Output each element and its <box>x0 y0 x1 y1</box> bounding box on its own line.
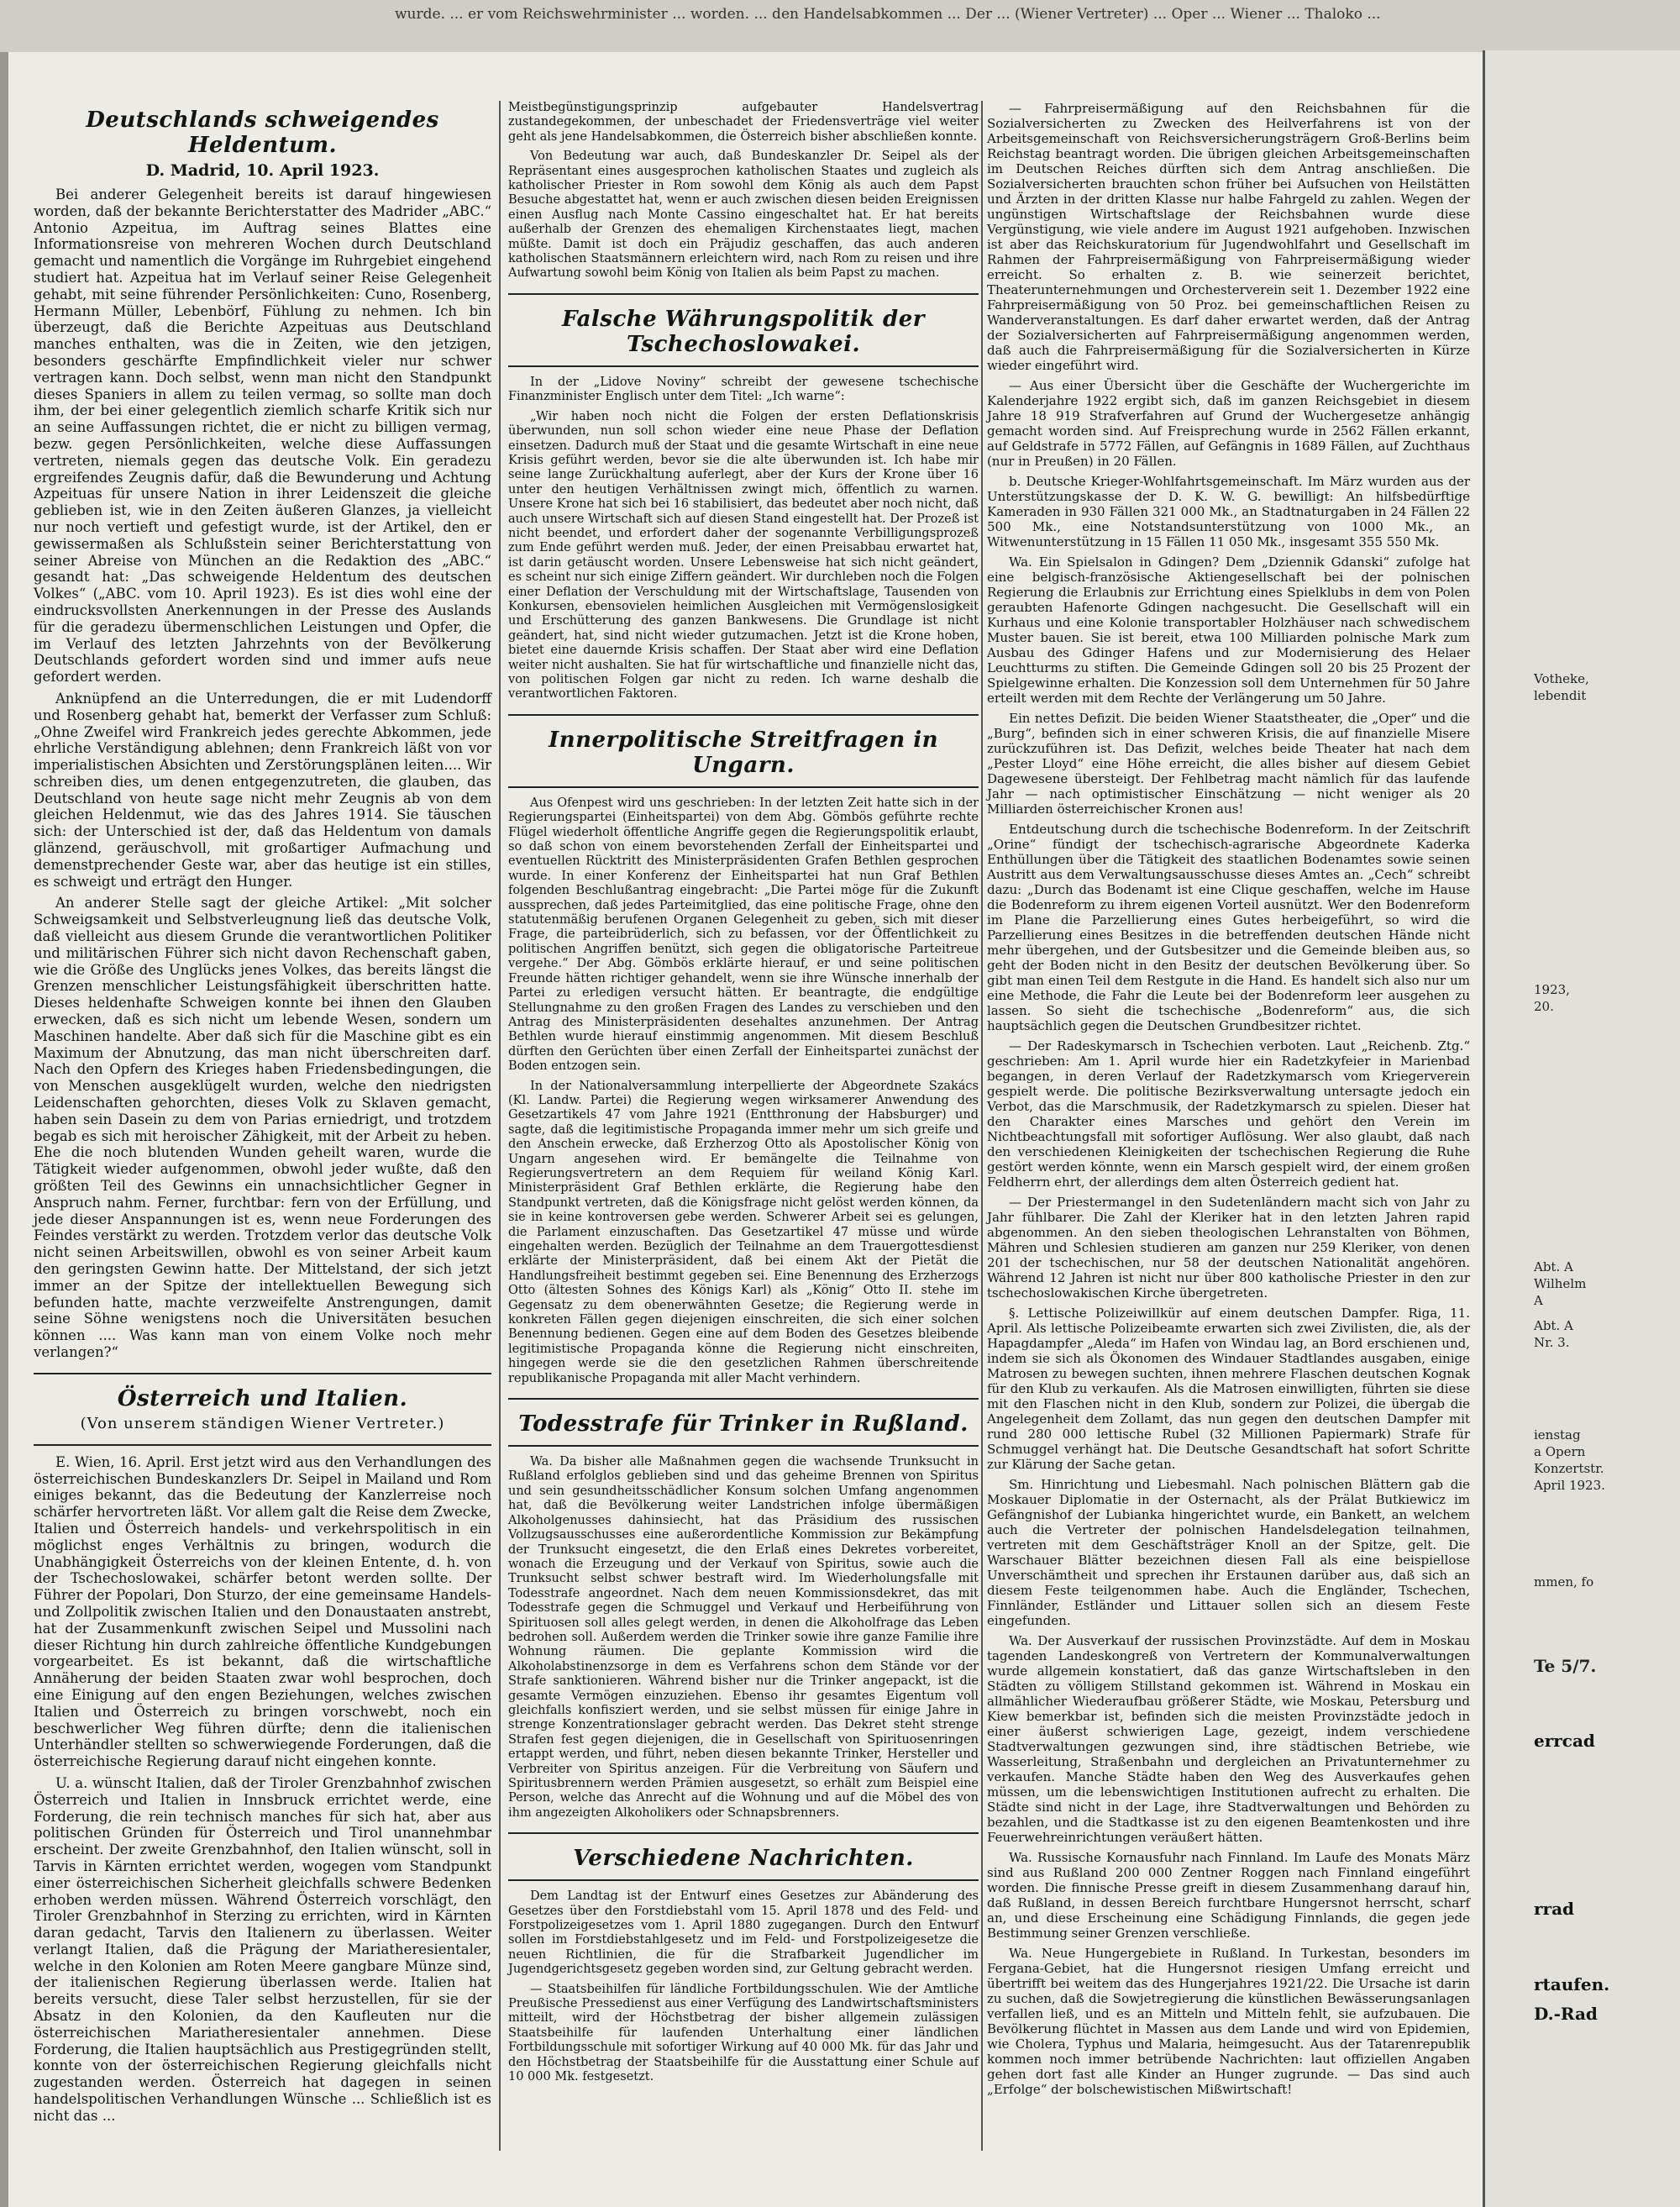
margin-fragment: Wilhelm <box>1534 1276 1587 1291</box>
article-paragraph: E. Wien, 16. April. Erst jetzt wird aus den Verhandlungen des österreichischen Bundeskanzlers Dr. Seipel in Mailand und Rom einiges bekannt, das die Bedeutung der Kanzlerreise noch schärfer hervortreten läßt. Vor allem galt die Reise dem Zwecke, Italien und Österreich handels- und verkehrspolitisch in ein möglichst enges Verhältnis zu bringen, wodurch die Unabhängigkeit Österreichs von der kleinen Entente, d. h. von der Tschechoslowakei, schärfer betont werden sollte. Der Führer der Popolari, Don Sturzo, der eine gemeinsame Handels- und Zollpolitik zwischen Italien und den Donaustaaten anstrebt, hat der Zusammenkunft zwischen Seipel und Mussolini nach dieser Richtung hin durch zahlreiche öffentliche Kundgebungen vorgearbeitet. Es ist bekannt, daß die wirtschaftliche Annäherung der beiden Staaten zwar wohl besprochen, doch eine Einigung auf den engen Beziehungen, welches zwischen Italien und Österreich zu bringen vorschwebt, noch ein beschwerlicher Weg führen dürfte; denn die italienischen Unterhändler stellten so schwerwiegende Forderungen, daß die österreichische Regierung darauf nicht eingehen konnte. <box>34 1453 491 1770</box>
article-paragraph: Aus Ofenpest wird uns geschrieben: In der letzten Zeit hatte sich in der Regierungspartei (Einheitspartei) von dem Abg. Gömbös geführte rechte Flügel wiederholt öffentliche Angriffe gegen die Regierungspolitik erlaubt, so daß schon von einem bevorstehenden Zerfall der Einheitspartei und eventuellen Rücktritt des Ministerpräsidenten Grafen Bethlen gesprochen wurde. In einer Konferenz der Einheitspartei hat nun Graf Bethlen folgenden Beschlußantrag eingebracht: „Die Partei möge für die Zukunft aussprechen, daß jedes Parteimitglied, das eine politische Frage, ohne den statutenmäßig berufenen Organen Gelegenheit zu geben, sich mit dieser Frage, die parteibrüderlich, sich zu befassen, vor der Öffentlichkeit zu politischen Angriffen benützt, sich gegen die obligatorische Parteitreue vergehe.“ Der Abg. Gömbös erklärte hierauf, er und seine politischen Freunde hätten richtiger gehandelt, wenn sie ihre Wünsche innerhalb der Partei zu erledigen versucht hätten. Er beantragte, die endgültige Stellungnahme zu den großen Fragen des Landes zu verschieben und den Antrag des Ministerpräsidenten desehaltes anzunehmen. Der Antrag Bethlen wurde hierauf einstimmig angenommen. Mit diesem Beschluß dürften den Gerüchten über einen Zerfall der Einheitspartei zunächst der Boden entzogen sein. <box>508 796 979 1074</box>
news-item: Ein nettes Defizit. Die beiden Wiener Staatstheater, die „Oper“ und die „Burg“, befinden sich in einer schweren Krisis, die auf finanzielle Misere zurückzuführen ist. Das Defizit, welches beide Theater hat nach dem „Pester Lloyd“ eine Höhe erreicht, die alles bisher auf diesem Gebiet Dagewesene übersteigt. Der Fehlbetrag macht nämlich für das laufende Jahr — nach optimistischer Einschätzung — nicht weniger als 20 Milliarden österreichischer Kronen aus! <box>987 711 1470 817</box>
margin-fragment: Abt. A <box>1534 1318 1573 1333</box>
margin-ad-heading: D.-Rad <box>1534 2004 1598 2024</box>
article-paragraph: An anderer Stelle sagt der gleiche Artikel: „Mit solcher Schweigsamkeit und Selbstverleugnung ließ das deutsche Volk, daß vielleicht aus diesem Grunde die verantwortlichen Politiker und militärischen Führer sich nicht davon Rechenschaft gaben, wie die Größe des Unglücks jenes Volkes, das bereits längst die Grenzen menschlicher Leistungsfähigkeit überschritten hatte. Dieses heldenhafte Schweigen konnte bei ihnen den Glauben erwecken, daß es sich nicht um lebende Wesen, sondern um Maschinen handelte. Aber daß sich für die Maschine gibt es ein Maximum der Abnutzung, das man nicht überschreiten darf. Nach den Opfern des Krieges haben Friedensbedingungen, die von Menschen ausgeklügelt wurden, welche den niedrigsten Leidenschaften gehorchten, dieses Volk zu Sklaven gemacht, haben sein Dasein zu dem von Parias erniedrigt, und trotzdem begab es sich mit heroischer Zähigkeit, mit der Arbeit zu heben. Ehe die noch blutenden Wunden geheilt waren, wurde die Tätigkeit wieder aufgenommen, obwohl jeder wußte, daß den größten Teil des Gewinns ein unnachsichtlicher Gegner in Anspruch nahm. Ferner, furchtbar: fern von der Erfüllung, und jede dieser Anspannungen ist es, wenn neue Forderungen des Feindes verstärkt zu werden. Trotzdem verlor das deutsche Volk nicht seinen Arbeitswillen, obwohl es von seiner Arbeit kaum den geringsten Gewinn hatte. Der Mittelstand, der sich jetzt immer an der Spitze der intellektuellen Bewegung sich befunden hatte, machte verzweifelte Anstrengungen, damit seine Söhne wenigstens noch die Universitäten besuchen können .... Was kann man von einem Volke noch mehr verlangen?“ <box>34 895 491 1360</box>
margin-fragment: a Opern <box>1534 1444 1586 1459</box>
margin-ad-heading: rrad <box>1534 1899 1575 1919</box>
news-item: — Der Radeskymarsch in Tschechien verboten. Laut „Reichenb. Ztg.“ geschrieben: Am 1. April wurde hier ein Radetzkyfeier in Marienbad begangen, in deren Verlauf der Radetzkymarsch vom Kriegerverein gespielt werde. Die politische Bezirksverwaltung untersagte jedoch ein Verbot, das die Marschmusik, der Radetzkymarsch zu spielen. Dieser hat den Charakter eines Marsches und gehört den Verein im Nichtbeachtungsfall mit sofortiger Auflösung. Wer also glaubt, daß nach den verschiedenen Kleinigkeiten der tschechischen Regierung die Ruhe gestört werden könnte, wenn ein Marsch gespielt wird, der einem großen Feldherrn ehrt, der allerdings dem alten Österreich gedient hat. <box>987 1038 1470 1190</box>
article-paragraph: Von Bedeutung war auch, daß Bundeskanzler Dr. Seipel als der Repräsentant eines ausgesprochen katholischen Staates und zugleich als katholischer Priester in Rom sowohl dem König als auch dem Papst Besuche abgestattet hat, wenn er auch zwischen diesen beiden Ereignissen einen Ausflug nach Monte Cassino eingeschaltet hat. Er hat bereits außerhalb der Grenzen des ehemaligen Kirchenstaates liegt, machen müßte. Damit ist doch ein Präjudiz geschaffen, das auch anderen katholischen Staatsmännern erleichtern wird, nach Rom zu reisen und ihre Aufwartung sowohl beim König von Italien als beim Papst zu machen. <box>508 150 979 281</box>
article-paragraph: U. a. wünscht Italien, daß der Tiroler Grenzbahnhof zwischen Österreich und Italien in Innsbruck errichtet werde, eine Forderung, die rein technisch manches für sich hat, aber aus politischen Gründen für Österreich und Tirol unannehmbar erscheint. Der zweite Grenzbahnhof, den Italien wünscht, soll in Tarvis in Kärnten errichtet werden, wogegen vom Standpunkt einer österreichischen Sicherheit gleichfalls schwere Bedenken erhoben werden müssen. Während Österreich vorschlägt, den Tiroler Grenzbahnhof in Sterzing zu errichten, wird in Kärnten daran gedacht, Tarvis den Italienern zu überlassen. Weiter verlangt Italien, daß die Prägung der Mariatheresientaler, welche in den Kolonien am Roten Meere gangbare Münze sind, der italienischen Regierung überlassen werde. Italien hat bereits versucht, diese Taler selbst herzustellen, für sie der Absatz in den Kolonien, da den Kaufleuten nur die österreichischen Mariatheresientaler annehmen. Diese Forderung, die Italien hauptsächlich aus Prestigegründen stellt, konnte von der österreichischen Regierung gleichfalls nicht zugestanden werden. Österreich hat dagegen in seinen handelspolitischen Verhandlungen Wünsche ... Schließlich ist es nicht das ... <box>34 1774 491 2124</box>
margin-fragment: mmen, fo <box>1534 1574 1594 1590</box>
news-item: Entdeutschung durch die tschechische Bodenreform. In der Zeitschrift „Orine“ fündigt der tschechisch-agrarische Abgeordnete Kaderka Enthüllungen über die Tätigkeit des staatlichen Bodenamtes sowie seinen Austritt aus dem Verwaltungsausschusse dieses Amtes an. „Cech“ schreibt dazu: „Durch das Bodenamt ist eine Clique geschaffen, welche im Hause die Bodenreform zu ihrem eigenen Vorteil ausnützt. Wer den Bodenreform im Plane die Parzellierung eines Gutes herbeigeführt, so wird die Parzellierung eines Besitzes in die betreffenden deutschen Hände nicht mehr übergehen, und der Gutsbesitzer und die Gemeinde bleiben aus, so geht der Boden nicht in den Besitz der deutschen Bevölkerung über. So gibt man einen Teil dem Restgute in die Hand. Es handelt sich also nur um eine Methode, die Fahr die Leute bei der Bodenreform leer ausgehen zu lassen. So sieht die tschechische „Bodenreform“ aus, die sich hauptsächlich gegen die Deutschen Grundbesitzer richtet. <box>987 822 1470 1033</box>
article-paragraph: Dem Landtag ist der Entwurf eines Gesetzes zur Abänderung des Gesetzes über den Forstdiebstahl vom 15. April 1878 und des Feld- und Forstpolizeigesetzes vom 1. April 1880 zugegangen. Durch den Entwurf sollen im Forstdiebstahlgesetz und im Feld- und Forstpolizeigesetze die neuen Richtlinien, die für die Strafbarkeit Jugendlicher im Jugendgerichtsgesetz gegeben worden sind, zur Geltung gebracht werden. <box>508 1889 979 1977</box>
article-paragraph: — Staatsbeihilfen für ländliche Fortbildungsschulen. Wie der Amtliche Preußische Pressedienst aus einer Verfügung des Landwirtschaftsministers mitteilt, wird der Höchstbetrag der bisher allgemein zulässigen Staatsbeihilfe für laufenden Unterhaltung einer ländlichen Fortbildungsschule mit sofortiger Wirkung auf 40 000 Mk. für das Jahr und den Höchstbetrag der Staatsbeihilfe für die Ausstattung einer Schule auf 10 000 Mk. festgesetzt. <box>508 1982 979 2084</box>
margin-fragment: ienstag <box>1534 1427 1581 1442</box>
article-paragraph: Bei anderer Gelegenheit bereits ist darauf hingewiesen worden, daß der bekannte Berichterstatter des Madrider „ABC.“ Antonio Azpeitua, im Auftrag seines Blattes eine Informationsreise von mehreren Wochen durch Deutschland gemacht und namentlich die Vorgänge im Ruhrgebiet eingehend studiert hat. Azpeitua hat im Verlauf seiner Reise Gelegenheit gehabt, mit seine führender Persönlichkeiten: Cuno, Rosenberg, Hermann Müller, Lebenbörf, Fühlung zu nehmen. Ich bin überzeugt, daß die Berichte Azpeituas aus Deutschland manches enthalten, was die in Zeiten, wie den jetzigen, besonders geschärfte Empfindlichkeit vieler nur schwer vertragen kann. Doch selbst, wenn man nicht den Standpunkt dieses Spaniers in allem zu teilen vermag, so sollte man doch ihm, der bei einer gelegentlich ziemlich scharfe Kritik sich nur an seine Auffassungen richtet, die er nicht zu billigen vermag, bezw. gegen Persönlichkeiten, welche diese Auffassungen vertreten, niemals gegen das deutsche Volk. Ein geradezu ergreifendes Zeugnis dafür, daß die Bewunderung und Achtung Azpeituas für unsere Nation in ihrer Leidenszeit die gleiche geblieben ist, wie in den Zeiten äußeren Glanzes, ja vielleicht nur noch vertieft und gefestigt wurde, ist der Artikel, den er gewissermaßen als Schlußstein seiner Berichterstattung von seiner Abreise von München an die Redaktion des „ABC.“ gesandt hat: „Das schweigende Heldentum des deutschen Volkes“ („ABC. vom 10. April 1923). Es ist dies wohl eine der eindrucksvollsten Anerkennungen in der Presse des Auslands für die geradezu übermenschlichen Leistungen und Opfer, die im Verlauf des letzten Jahrzehnts von der Bevölkerung Deutschlands gefordert worden sind und immer aufs neue gefordert werden. <box>34 187 491 686</box>
margin-fragment: Abt. A <box>1534 1259 1573 1274</box>
news-item: Wa. Der Ausverkauf der russischen Provinzstädte. Auf dem in Moskau tagenden Landeskongreß von Vertretern der Kommunalverwaltungen wurde allgemein konstatiert, daß das ganze Wirtschaftsleben in den Städten zu völligem Stillstand gekommen ist. Während in Moskau ein allmählicher Wiederaufbau größerer Städte, wie Moskau, Petersburg und Kiew bemerkbar ist, befinden sich die meisten Provinzstädte jedoch in einer äußerst schwierigen Lage, gezeigt, indem verschiedene Stadtverwaltungen gezwungen sind, ihre städtischen Betriebe, wie Wasserleitung, Straßenbahn und dergleichen an Privatunternehmer zu verkaufen. Manche Städte haben den Weg des Ausverkaufes gehen müssen, um die lebenswichtigen Institutionen aufrecht zu erhalten. Die Städte sind nicht in der Lage, ihre Stadtverwaltungen und Behörden zu bezahlen, und die Stadtkasse ist zu den eigenen Beamtenkosten und ihre Feuerwehreinrichtungen veräußert hätten. <box>987 1633 1470 1845</box>
article-subtitle: (Von unserem ständigen Wiener Vertreter.) <box>80 1414 445 1432</box>
margin-fragment: A <box>1534 1293 1543 1308</box>
page-edge-shadow <box>0 0 8 2207</box>
top-scan-strip <box>0 0 1680 52</box>
article-paragraph: „Wir haben noch nicht die Folgen der ersten Deflationskrisis überwunden, nun soll schon wieder eine neue Phase der Deflation einsetzen. Dadurch muß der Staat und die gesamte Wirtschaft in eine neue Krisis geführt werden, bevor sie die alte überwunden ist. Ich habe mir seine lange Zurückhaltung auferlegt, aber der Kurs der Krone über 16 unter den heutigen Verhältnissen zwingt mich, öffentlich zu warnen. Unsere Krone hat sich bei 16 stabilisiert, das bedeutet aber noch nicht, daß auch unsere Wirtschaft sich auf diesen Stand eingestellt hat. Der Prozeß ist nicht beendet, und erfordert daher der sogenannte Verbilligungsprozeß zum Ende geführt werden muß. Jeder, der einen Preisabbau erwartet hat, ist darin getäuscht worden. Unsere Lebensweise hat sich nicht geändert, es scheint nur sich einige Ziffern geändert. Wir durchleben noch die Folgen einer Deflation der Verschuldung mit der Wirtschaftslage, Tausenden von Konkursen, ebensovielen heimlichen Ausgleichen mit Vermögenslosigkeit und Erschütterung des ganzen Bankwesens. Die Grundlage ist nicht geändert, hat, sind nicht wieder gutzumachen. Jetzt ist die Krone hoben, bietet eine dauernde Krisis schaffen. Der Staat aber wird eine Deflation weiter nicht aushalten. Sie hat für wirtschaftliche und finanzielle nicht das, von politischen Folgen gar nicht zu reden. Ich warne deshalb die verantwortlichen Faktoren. <box>508 409 979 702</box>
article-title: Österreich und Italien. <box>117 1385 408 1411</box>
news-item: — Der Priestermangel in den Sudetenländern macht sich von Jahr zu Jahr fühlbarer. Die Zahl der Kleriker hat in den letzten Jahren rapid abgenommen. An den sieben theologischen Lehranstalten von Böhmen, Mähren und Schlesien studieren am ganzen nur 259 Kleriker, von denen 201 der tschechischen, nur 58 der deutschen Nationalität angehören. Während 12 Jahren ist nicht nur über 800 katholische Priester in den zur tschechoslowakischen Kirche übergetreten. <box>987 1195 1470 1301</box>
news-item: §. Lettische Polizeiwillkür auf einem deutschen Dampfer. Riga, 11. April. Als lettische Polizeibeamte erwarten sich zwei Zivilisten, die, als der Hapagdampfer „Aleda“ im Hafen von Windau lag, an Bord erschienen und, indem sie sich als Ökonomen des Windauer Stadtlandes ausgaben, einige Matrosen zu bewegen suchten, ihnen mehrere Flaschen deutschen Kognak für den Klub zu verkaufen. Als die Matrosen einwilligten, führten sie diese mit den Flaschen nicht in den Klub, sondern zur Polizei, die übergab die Angelegenheit dem Zollamt, das nun gegen den deutschen Dampfer mit rund 280 000 lettische Rubel (32 Millionen Papiermark) Strafe für Schmuggel verhängt hat. Die Deutsche Gesandtschaft hat sofort Schritte zur Klärung der Sache getan. <box>987 1306 1470 1472</box>
news-item: b. Deutsche Krieger-Wohlfahrtsgemeinschaft. Im März wurden aus der Unterstützungskasse der D. K. W. G. bewilligt: An hilfsbedürftige Kameraden in 930 Fällen 321 000 Mk., an Stadtnaturgaben in 24 Fällen 22 500 Mk., eine Notstandsunterstützung von 1000 Mk., an Witwenunterstützung in 15 Fällen 11 050 Mk., insgesamt 355 550 Mk. <box>987 474 1470 549</box>
news-item: Wa. Ein Spielsalon in Gdingen? Dem „Dziennik Gdanski“ zufolge hat eine belgisch-französische Aktiengesellschaft bei der polnischen Regierung die Erlaubnis zur Errichtung eines Spielklubs in dem von Polen geraubten Hafenorte Gdingen nachgesucht. Die Gesellschaft will ein Kurhaus und eine Kolonie transportabler Holzhäuser nach schwedischem Muster bauen. Sie ist bereit, etwa 100 Milliarden polnische Mark zum Ausbau des Gdinger Hafens und zur Modernisierung des Helaer Leuchtturms zu stiften. Die Gemeinde Gdingen soll 20 bis 25 Prozent der Spielgewinne erhalten. Die Konzession soll dem Unternehmen für 50 Jahre erteilt werden mit dem Rechte der Verlängerung um 50 Jahre. <box>987 554 1470 706</box>
article-paragraph: Meistbegünstigungsprinzip aufgebauter Handelsvertrag zustandegekommen, der unbeschadet der Friedensverträge viel weiter geht als jene Handelsabkommen, die Österreich bisher abschließen konnte. <box>508 101 979 144</box>
article-title: Innerpolitische Streitfragen in Ungarn. <box>549 727 938 778</box>
news-item: — Aus einer Übersicht über die Geschäfte der Wuchergerichte im Kalenderjahre 1922 ergibt sich, daß im ganzen Reichsgebiet in diesem Jahre 18 919 Strafverfahren auf Grund der Wuchergesetze anhängig gemacht worden sind. Auf Freisprechung wurde in 2562 Fällen erkannt, auf Geldstrafe in 5772 Fällen, auf Gefängnis in 1689 Fällen, auf Zuchthaus (nur in Preußen) in 20 Fällen. <box>987 378 1470 469</box>
column-3 <box>987 101 1470 2102</box>
column-1 <box>34 101 491 2130</box>
article-title: Todesstrafe für Trinker in Rußland. <box>518 1411 969 1437</box>
article-title: Falsche Währungspolitik der Tschechoslowakei. <box>562 306 925 357</box>
column-rule <box>499 101 501 2151</box>
margin-fragment: Konzertstr. <box>1534 1461 1604 1476</box>
margin-fragment: lebendit <box>1534 688 1587 703</box>
margin-fragment: Te 5/7. <box>1534 1656 1597 1676</box>
article-paragraph: Anknüpfend an die Unterredungen, die er mit Ludendorff und Rosenberg gehabt hat, bemerkt der Verfasser zum Schluß: „Ohne Zweifel wird Frankreich jedes gerechte Abkommen, jede ehrliche Verständigung ablehnen; denn Frankreich läßt von vor imperialistischen Absichten und Zerstörungsplänen leiten.... Wir schreiben dies, um denen entgegenzutreten, die glauben, das Deutschland von heute sage nicht mehr Zeugnis ab von dem gleichen Heldenmut, wie das des Jahres 1914. Sie täuschen sich: der Unterschied ist der, daß das Heldentum von damals glänzend, geräuschvoll, mit großartiger Aufmachung und demenstprechender Geste war, aber das heutige ist ein stilles, es schweigt und erträgt den Hunger. <box>34 690 491 890</box>
news-item: Wa. Neue Hungergebiete in Rußland. In Turkestan, besonders im Fergana-Gebiet, hat die Hungersnot riesigen Umfang erreicht und übertrifft bei weitem das des Hungerjahres 1921/22. Die Ursache ist darin zu suchen, daß die Sowjetregierung die künstlichen Bewässerungsanlagen verfallen ließ, und es an Mitteln und Mitteln fehlt, sie aufzubauen. Die Bevölkerung flüchtet in Massen aus dem Lande und wird von Epidemien, wie Cholera, Typhus und Malaria, heimgesucht. Aus der Tatarenrepublik kommen noch immer betrübende Nachrichten: laut offiziellen Angaben gehen dort fast alle Kinder an Hunger zugrunde. — Das sind auch „Erfolge“ der bolschewistischen Mißwirtschaft! <box>987 1946 1470 2097</box>
news-item: — Fahrpreisermäßigung auf den Reichsbahnen für die Sozialversicherten zu Zwecken des Heilverfahrens ist von der Arbeitsgemeinschaft von Reichsversicherungsträgern Groß-Berlins beim Reichstag beantragt worden. Die übrigen gleichen Arbeitsgemeinschaften im Deutschen Reiches dürften sich dem Antrag anschließen. Die Sozialversicherten brauchten schon früher bei Aufsuchen von Heilstätten und Ärzten in der dritten Klasse nur halbe Fahrgeld zu zahlen. Wegen der ungünstigen Wirtschaftslage der Reichsbahnen wurde diese Vergünstigung, wie viele andere im August 1921 aufgehoben. Inzwischen ist aber das Reichskuratorium für Jugendwohlfahrt und Gesellschaft im Rahmen der Fahrpreisermäßigung von Fahrpreisermäßigung wieder erreicht. So erhalten z. B. wie seinerzeit berichtet, Theaterunternehmungen und Orchesterverein seit 1. Dezember 1922 eine Fahrpreisermäßigung von 50 Proz. bei gemeinschaftlichen Reisen zu Wanderveranstaltungen. Es darf daher erwartet werden, daß der Antrag der Sozialversicherten auf Fahrpreisermäßigung angenommen werden, daß auch die Fahrpreisermäßigung für die Sozialversicherten in Kürze wieder eingeführt wird. <box>987 101 1470 373</box>
column-2 <box>508 101 979 2090</box>
news-item: Sm. Hinrichtung und Liebesmahl. Nach polnischen Blättern gab die Moskauer Diplomatie in der Osternacht, als der Prälat Butkiewicz im Gefängnishof der Lubianka hingerichtet wurde, ein Bankett, an welchem auch die Vertreter der polnischen Handelsdelegation teilnahmen, vertreten mit dem Geschäftsträger Knoll an der Spitze, gelt. Die Warschauer Blätter bezeichnen diesen Fall als eine beispiellose Unverschämtheit und sprechen ihr Erstaunen darüber aus, daß sich an diesem Feste teilgenommen habe. Auch die Engländer, Tschechen, Finnländer, Estländer und Littauer sollen sich an diesem Feste eingefunden. <box>987 1477 1470 1628</box>
margin-fragment: Nr. 3. <box>1534 1335 1570 1350</box>
top-strip-text: wurde. ... er vom Reichswehrminister ... worden. ... den Handelsabkommen ... Der ... (Wiener Vertreter) ... Oper ... Wiener ... Thaloko ... <box>395 7 1381 22</box>
column-rule <box>981 101 983 2151</box>
article-title: Deutschlands schweigendes Heldentum. <box>86 108 439 158</box>
margin-fragment: Votheke, <box>1534 671 1589 686</box>
article-paragraph: In der Nationalversammlung interpellierte der Abgeordnete Szakács (Kl. Landw. Partei) die Regierung wegen wirksamerer Anwendung des Gesetzartikels 47 vom Jahre 1921 (Entthronung der Habsburger) und sagte, daß die legitimistische Propaganda immer mehr um sich greife und den Anschein erwecke, daß Erzherzog Otto als Apostolischer König von Ungarn angesehen wird. Er bemängelte die Teilnahme von Regierungsvertretern an dem Requiem für weiland König Karl. Ministerpräsident Graf Bethlen erklärte, die Regierung habe den Standpunkt vertreten, daß die Königsfrage nicht gelöst werden können, da sie in keine kontroversen gebe werden. Schwerer Arbeit sei es gelungen, die Parlament einzuschaften. Das Gesetzartikel 47 müsse und würde eingehalten werden. Bezüglich der Teilnahme an dem Trauergottesdienst erklärte der Ministerpräsident, daß bei einem Akt der Pietät die Handlungsfreiheit bestimmt gegeben sei. Eine Benennung des Erzherzogs Otto (ältesten Sohnes des Königs Karl) als „König“ Otto II. stehe im Gegensatz zu dem obenerwähnten Gesetze; die Regierung werde in konkreten Fällen gegen diejenigen einschreiten, die sich einer solchen Benennung bedienen. Gegen eine auf dem Boden des Gesetzes bleibende legitimistische Propaganda könne die Regierung nicht einschreiten, hingegen werde sie die den gesetzlichen Rahmen überschreitende republikanische Propaganda mit aller Macht verhindern. <box>508 1079 979 1385</box>
article-paragraph: In der „Lidove Noviny“ schreibt der gewesene tschechische Finanzminister Englisch unter dem Titel: „Ich warne“: <box>508 375 979 404</box>
margin-fragment: 1923, <box>1534 982 1570 997</box>
margin-fragment: April 1923. <box>1534 1478 1605 1493</box>
article-paragraph: Wa. Da bisher alle Maßnahmen gegen die wachsende Trunksucht in Rußland erfolglos geblieben sind und das geheime Brennen von Spiritus und sein gesundheitsschädlicher Konsum solchen Umfang angenommen hat, daß die Bevölkerung weiter Landstrichen infolge übermäßigen Alkoholgenusses dahinsiecht, hat das Präsidium des russischen Vollzugsausschusses eine außerordentliche Kommission zur Bekämpfung der Trunksucht eingesetzt, die den Erlaß eines Dekretes vorbereitet, wonach die Erzeugung und der Verkauf von Spiritus, sowie auch die Trunksucht selbst schwer bestraft wird. Im Wiederholungsfalle mit Todesstrafe angeordnet. Nach dem neuen Kommissionsdekret, das mit Todesstrafe gegen die Schmuggel und Verkauf und Herbeiführung von Spirituosen soll alles gelegt werden, in denen die Alkoholfrage das Leben bedrohen soll. Außerdem werden die Trinker sowie ihre ganze Familie ihre Wohnung räumen. Die geplante Kommission wird die Alkoholabstinenzsorge in dem es Verfahrens schon dem Stände vor der Strafe sanktionieren. Während bisher nur die Trinker angepackt, ist die gesamte Vermögen einzuziehen. Ebenso ihr gesamtes Eigentum voll gleichfalls konfisziert werden, und sie selbst müssen für einige Jahre in strenge Konzentrationslager gebracht werden. Das Dekret steht strenge Strafen fest gegen diejenigen, die in Gesellschaft von Spirituosenringen ertappt werden, und führt, neben diesen bekannte Trinker, Hersteller und Verbreiter von Spiritus anzeigen. Für die Verbreitung von Säufern und Spiritusbrennern werden Prämien ausgesetzt, so erhält zum Beispiel eine Person, welche das Anrecht auf die Wohnung und auf die Möbel des von ihm angezeigten Alkoholikers oder Schnapsbrenners. <box>508 1455 979 1820</box>
adjacent-page-strip <box>1483 50 1680 2207</box>
news-item: Wa. Russische Kornausfuhr nach Finnland. Im Laufe des Monats März sind aus Rußland 200 000 Zentner Roggen nach Finnland eingeführt worden. Die finnische Presse greift in diesem Zusammenhang darauf hin, daß Rußland, in dessen Bereich furchtbare Hungersnot herrscht, scharf an, und diese Erscheinung eine Schädigung Finnlands, die gegen jede Bestimmung seiner Grenzen verschließe. <box>987 1850 1470 1941</box>
article-title: Verschiedene Nachrichten. <box>573 1846 914 1872</box>
dateline: D. Madrid, 10. April 1923. <box>145 161 380 180</box>
margin-ad-heading: rtaufen. <box>1534 1974 1610 1994</box>
margin-fragment: 20. <box>1534 999 1554 1014</box>
margin-ad-heading: errcad <box>1534 1731 1595 1751</box>
